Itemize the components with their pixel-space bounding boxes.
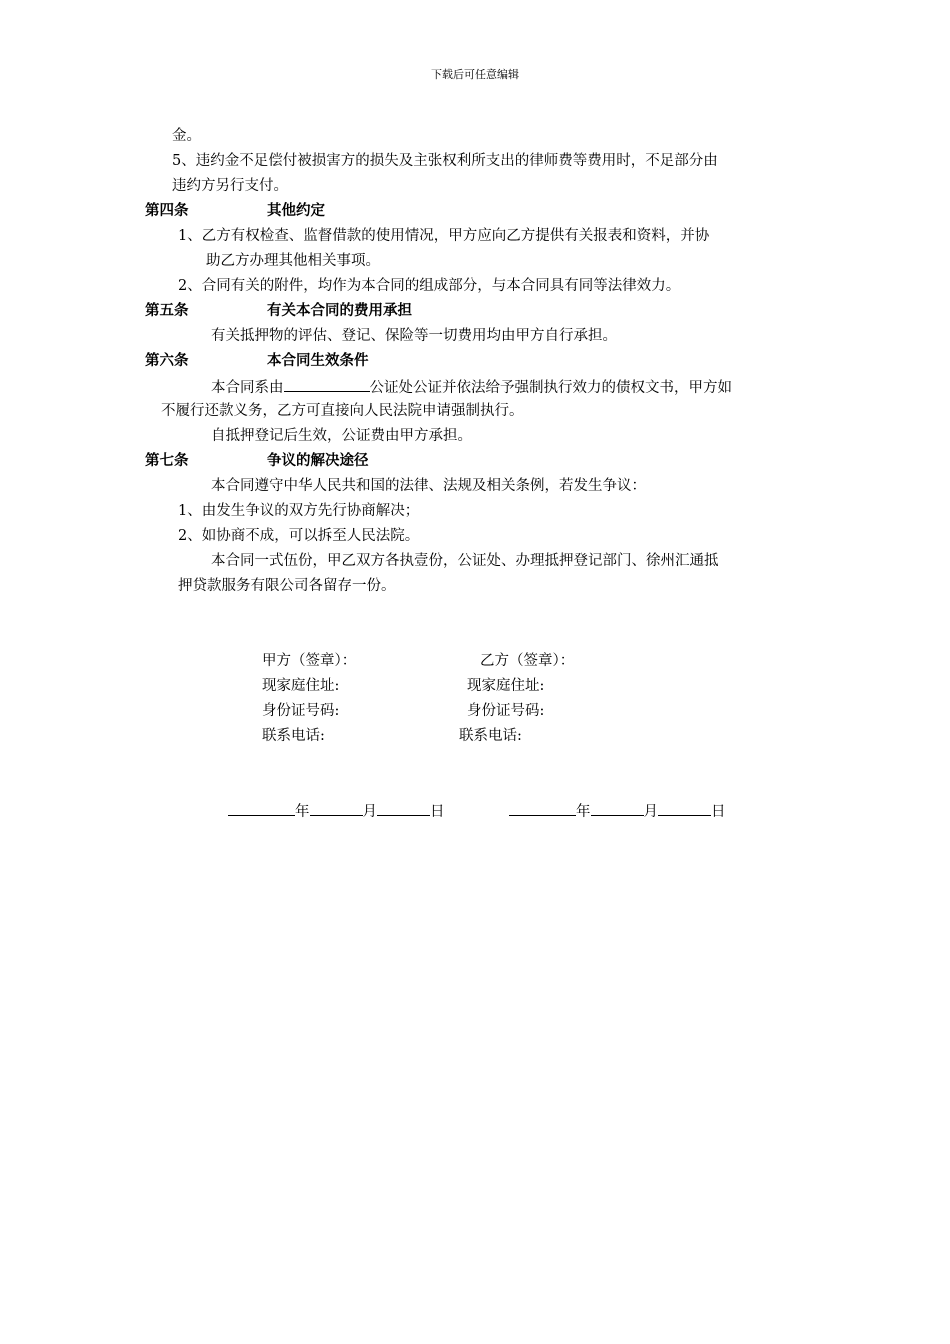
text-line: 5、违约金不足偿付被损害方的损失及主张权利所支出的律师费等费用时，不足部分由 xyxy=(172,153,718,169)
section-title: 其他约定 xyxy=(267,203,325,219)
text-line-with-blank: 本合同系由 公证处公证并依法给予强制执行效力的债权文书，甲方如 xyxy=(211,376,732,398)
text-line: 本合同遵守中华人民共和国的法律、法规及相关条例，若发生争议： xyxy=(211,478,646,494)
text-line: 2、合同有关的附件，均作为本合同的组成部分，与本合同具有同等法律效力。 xyxy=(178,278,681,294)
text-line: 助乙方办理其他相关事项。 xyxy=(206,253,380,269)
party-a-id-label: 身份证号码: xyxy=(262,703,340,719)
section-number: 第六条 xyxy=(145,353,189,369)
party-a-address-label: 现家庭住址: xyxy=(262,678,340,694)
date-line-b: 年 月 日 xyxy=(509,800,726,822)
text-line: 有关抵押物的评估、登记、保险等一切费用均由甲方自行承担。 xyxy=(211,328,617,344)
section-number: 第四条 xyxy=(145,203,189,219)
party-a-phone-label: 联系电话: xyxy=(262,728,325,744)
section-heading-7 xyxy=(145,451,369,471)
section-title: 有关本合同的费用承担 xyxy=(267,303,412,319)
section-number: 第五条 xyxy=(145,303,189,319)
section-title: 本合同生效条件 xyxy=(267,353,369,369)
text-line: 2、如协商不成，可以拆至人民法院。 xyxy=(178,528,420,544)
day-blank xyxy=(658,800,711,816)
date-line-a: 年 月 日 xyxy=(228,800,445,822)
section-number: 第七条 xyxy=(145,453,189,469)
notary-blank-field xyxy=(284,376,370,392)
year-blank xyxy=(509,800,576,816)
page-header: 下载后可任意编辑 xyxy=(431,68,519,81)
text-line: 押贷款服务有限公司各留存一份。 xyxy=(178,578,396,594)
section-heading-5 xyxy=(145,301,412,321)
month-blank xyxy=(591,800,644,816)
section-heading-4 xyxy=(145,201,325,221)
year-blank xyxy=(228,800,295,816)
party-a-signature-label: 甲方（签章）： xyxy=(262,653,357,669)
day-blank xyxy=(377,800,430,816)
text-line: 本合同一式伍份，甲乙双方各执壹份，公证处、办理抵押登记部门、徐州汇通抵 xyxy=(211,553,719,569)
party-b-signature-label: 乙方（签章）： xyxy=(480,653,575,669)
text-line: 不履行还款义务，乙方可直接向人民法院申请强制执行。 xyxy=(161,403,524,419)
text-line: 金。 xyxy=(172,128,201,144)
text-line: 违约方另行支付。 xyxy=(172,178,288,194)
party-b-id-label: 身份证号码: xyxy=(467,703,545,719)
section-title: 争议的解决途径 xyxy=(267,453,369,469)
party-b-phone-label: 联系电话: xyxy=(459,728,522,744)
section-heading-6 xyxy=(145,351,369,371)
text-line: 自抵押登记后生效，公证费由甲方承担。 xyxy=(211,428,472,444)
text-line: 1、由发生争议的双方先行协商解决； xyxy=(178,503,420,519)
month-blank xyxy=(310,800,363,816)
party-b-address-label: 现家庭住址: xyxy=(467,678,545,694)
text-line: 1、乙方有权检查、监督借款的使用情况，甲方应向乙方提供有关报表和资料，并协 xyxy=(178,228,710,244)
